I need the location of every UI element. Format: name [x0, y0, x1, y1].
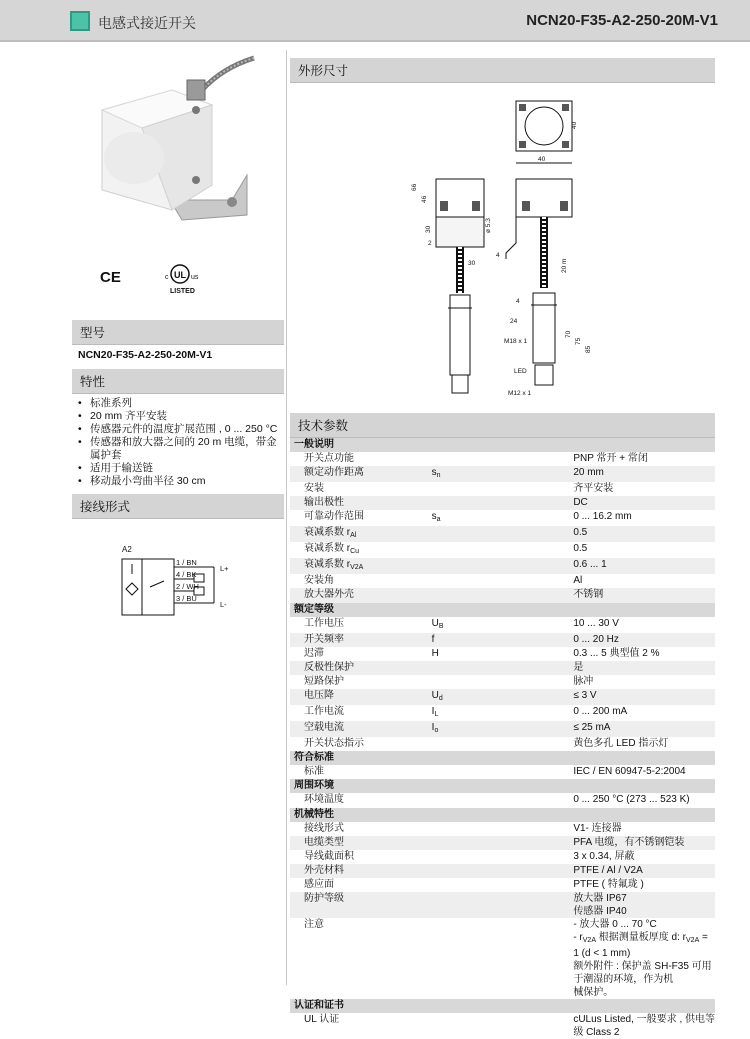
spec-value: 0 ... 200 mA	[573, 706, 628, 718]
spec-value: 是	[573, 661, 715, 675]
spec-value: 脉冲	[573, 675, 594, 687]
spec-symbol	[432, 661, 574, 675]
spec-row	[290, 588, 715, 602]
spec-label: 可靠动作范围	[304, 511, 364, 523]
spec-row	[290, 705, 715, 721]
spec-label: 放大器外壳	[290, 588, 432, 602]
spec-symbol	[432, 765, 574, 779]
svg-text:40: 40	[538, 156, 546, 163]
spec-label: 反极性保护	[290, 661, 432, 675]
spec-row	[290, 574, 715, 588]
spec-label: 安装角	[304, 575, 334, 587]
spec-row	[290, 1013, 715, 1039]
spec-value: PTFE ( 特氟珑 )	[573, 878, 644, 890]
spec-symbol	[432, 793, 574, 807]
spec-label: 输出极性	[290, 496, 432, 510]
column-divider	[286, 50, 287, 985]
spec-row	[290, 918, 715, 999]
spec-symbol	[432, 675, 574, 689]
feature-item: • 适用于输送链	[78, 462, 278, 475]
spec-label: 导线截面积	[304, 850, 354, 862]
feature-item: • 传感器和放大器之间的 20 m 电缆，带金属护套	[78, 436, 278, 462]
wiring-label: A2	[122, 545, 132, 554]
spec-value: DC	[573, 496, 715, 510]
svg-text:85: 85	[585, 345, 592, 353]
model-heading: 型号	[72, 320, 284, 345]
spec-row	[290, 892, 715, 918]
spec-symbol	[432, 836, 574, 850]
model-number: NCN20-F35-A2-250-20M-V1	[526, 12, 718, 29]
features-heading: 特性	[72, 369, 284, 394]
spec-symbol	[432, 737, 574, 751]
spec-label: 外壳材料	[290, 864, 432, 878]
spec-group-row	[290, 808, 715, 822]
feature-item: • 移动最小弯曲半径 30 cm	[78, 475, 278, 488]
spec-row	[290, 542, 715, 558]
right-column	[290, 58, 715, 1039]
spec-group-label: 认证和证书	[290, 999, 715, 1013]
svg-text:1 / BN: 1 / BN	[176, 558, 197, 567]
spec-label: 环境温度	[304, 794, 344, 806]
model-name: NCN20-F35-A2-250-20M-V1	[78, 349, 213, 361]
spec-value: 黄色多孔 LED 指示灯	[573, 738, 669, 750]
spec-symbol	[432, 588, 574, 602]
tech-heading: 技术参数	[290, 413, 715, 438]
spec-symbol	[432, 1013, 574, 1039]
ce-mark: CE	[100, 269, 121, 286]
certification-marks	[72, 260, 284, 300]
spec-value: 10 ... 30 V	[573, 617, 619, 629]
svg-text:us: us	[191, 274, 199, 281]
spec-group-row	[290, 999, 715, 1013]
svg-text:M18 x 1: M18 x 1	[504, 338, 528, 345]
spec-symbol: $s_a$	[431, 511, 441, 524]
sensor-image	[72, 50, 284, 260]
svg-text:4 / BK: 4 / BK	[176, 570, 197, 579]
svg-text:24: 24	[510, 318, 518, 325]
spec-label: 感应面	[304, 878, 334, 890]
svg-text:3 / BU: 3 / BU	[176, 594, 197, 603]
spec-label: 电压降	[290, 689, 432, 705]
page-header	[0, 0, 750, 42]
spec-label: 防护等级	[290, 892, 432, 918]
svg-text:30: 30	[468, 260, 476, 267]
spec-row	[290, 647, 715, 661]
svg-text:40: 40	[571, 121, 578, 129]
spec-group-label: 额定等级	[290, 603, 715, 617]
spec-label: 额定动作距离	[290, 466, 432, 482]
spec-row	[290, 482, 715, 496]
spec-value: IEC / EN 60947-5-2:2004	[573, 766, 686, 778]
spec-row	[290, 822, 715, 836]
spec-label: 衰减系数 $r_{Al}$	[290, 526, 432, 542]
spec-symbol	[432, 864, 574, 878]
spec-row	[290, 836, 715, 850]
spec-label: 工作电压	[304, 617, 344, 629]
spec-group-row	[290, 779, 715, 793]
spec-value: PNP 常开 + 常闭	[573, 453, 648, 465]
spec-label: 衰减系数 $r_{V2A}$	[290, 558, 432, 574]
spec-symbol: f	[432, 633, 574, 647]
spec-label: 接线形式	[304, 822, 344, 834]
svg-text:30: 30	[425, 225, 432, 233]
spec-group-row	[290, 603, 715, 617]
spec-row	[290, 466, 715, 482]
spec-value: cULus Listed, 一般要求 , 供电等级 Class 2	[573, 1014, 716, 1039]
spec-group-label: 周围环境	[290, 779, 715, 793]
spec-symbol: H	[431, 647, 439, 659]
svg-text:70: 70	[565, 330, 572, 338]
spec-symbol: $s_n$	[432, 466, 574, 482]
spec-symbol: $U_B$	[431, 617, 444, 630]
spec-row	[290, 510, 715, 526]
spec-row	[290, 661, 715, 675]
spec-label: 注意	[304, 919, 324, 931]
spec-symbol: $U_d$	[432, 689, 574, 705]
spec-label: 空载电流	[290, 721, 432, 737]
feature-item: • 传感器元件的温度扩展范围 , 0 ... 250 °C	[78, 423, 278, 436]
wiring-heading: 接线形式	[72, 494, 284, 519]
dimension-drawing	[290, 83, 715, 413]
svg-text:LED: LED	[514, 368, 527, 375]
svg-text:46: 46	[421, 195, 428, 203]
spec-value: 0.3 ... 5 典型值 2 %	[573, 647, 660, 659]
spec-symbol	[432, 850, 574, 864]
spec-value: 0.6 ... 1	[573, 558, 715, 574]
page-title: 电感式接近开关	[98, 15, 196, 31]
feature-item: • 20 mm 齐平安装	[78, 410, 278, 423]
spec-value: 0 ... 20 Hz	[573, 633, 715, 647]
spec-symbol	[432, 558, 574, 574]
spec-group-label: 机械特性	[290, 808, 715, 822]
spec-value: 20 mm	[573, 466, 715, 482]
cert-logos	[72, 260, 284, 300]
svg-text:LISTED: LISTED	[170, 288, 195, 295]
svg-text:4: 4	[516, 298, 520, 305]
spec-value: ≤ 3 V	[573, 689, 715, 705]
spec-symbol	[432, 526, 574, 542]
features-list	[72, 394, 284, 494]
spec-row	[290, 793, 715, 807]
spec-label: 安装	[304, 483, 324, 495]
svg-text:2: 2	[428, 240, 432, 247]
spec-group-label: 符合标准	[290, 751, 715, 765]
svg-text:4: 4	[496, 252, 500, 259]
brand-square-icon	[70, 11, 90, 31]
spec-label: 开关点功能	[304, 453, 354, 465]
svg-text:66: 66	[411, 183, 418, 191]
spec-row	[290, 675, 715, 689]
spec-symbol	[432, 892, 574, 918]
spec-symbol: $I_L$	[431, 706, 439, 719]
spec-row	[290, 452, 715, 466]
spec-symbol	[432, 822, 574, 836]
spec-label: 开关状态指示	[304, 738, 364, 750]
dimension-svg	[290, 83, 715, 413]
spec-value: 0.5	[573, 543, 588, 555]
spec-label: 标准	[304, 766, 324, 778]
spec-symbol: $I_o$	[432, 721, 574, 737]
spec-label: 电缆类型	[290, 836, 432, 850]
spec-value: PTFE / Al / V2A	[573, 864, 715, 878]
spec-value: V1- 连接器	[573, 822, 622, 834]
product-photo	[72, 50, 284, 260]
spec-row	[290, 737, 715, 751]
spec-symbol	[432, 918, 574, 999]
wiring-diagram	[72, 519, 284, 619]
spec-value: 3 x 0.34, 屏蔽	[573, 850, 635, 862]
spec-symbol	[432, 452, 574, 466]
spec-value: 齐平安装	[573, 483, 614, 495]
svg-text:L+: L+	[220, 564, 229, 573]
spec-symbol	[432, 878, 574, 892]
svg-text:L-: L-	[220, 600, 227, 609]
spec-value: 不锈钢	[573, 588, 715, 602]
spec-row	[290, 526, 715, 542]
spec-value: Al	[573, 575, 583, 587]
spec-row	[290, 689, 715, 705]
spec-group-row	[290, 438, 715, 452]
dimensions-heading: 外形尺寸	[290, 58, 715, 83]
spec-label: 短路保护	[304, 675, 344, 687]
svg-text:2 / WH: 2 / WH	[176, 582, 199, 591]
spec-row	[290, 864, 715, 878]
svg-text:ø 5.3: ø 5.3	[485, 218, 492, 233]
spec-label: 工作电流	[304, 706, 344, 718]
spec-row	[290, 878, 715, 892]
spec-row	[290, 558, 715, 574]
spec-row	[290, 765, 715, 779]
ul-mark: UL	[174, 270, 186, 280]
spec-label: 开关频率	[290, 633, 432, 647]
spec-row	[290, 721, 715, 737]
spec-group-row	[290, 751, 715, 765]
spec-row	[290, 496, 715, 510]
svg-text:20 m: 20 m	[561, 258, 568, 273]
svg-text:c: c	[165, 274, 169, 281]
spec-value: 放大器 IP67 传感器 IP40	[573, 892, 715, 918]
spec-value: - 放大器 0 ... 70 °C - $r_{V2A}$ 根据测量板厚度 d: $r_{V2A} = 1$ (d < 1 mm) 额外附件 : 保护盖 SH-F35 可用于潮湿的环境，作为机 械保护。	[573, 919, 712, 999]
svg-text:M12 x 1: M12 x 1	[508, 390, 532, 397]
svg-text:75: 75	[575, 337, 582, 345]
spec-value: 0.5	[573, 526, 715, 542]
spec-group-label: 一般说明	[290, 438, 715, 452]
spec-table	[290, 438, 715, 1039]
spec-row	[290, 633, 715, 647]
spec-row	[290, 850, 715, 864]
spec-label: 迟滞	[304, 647, 324, 659]
spec-symbol	[432, 482, 574, 496]
wiring-svg	[72, 519, 284, 619]
spec-symbol	[432, 542, 574, 558]
left-column	[72, 50, 284, 619]
spec-value: 0 ... 16.2 mm	[573, 511, 632, 523]
spec-row	[290, 617, 715, 633]
feature-item: • 标准系列	[78, 397, 278, 410]
spec-symbol	[432, 574, 574, 588]
spec-label: UL 认证	[304, 1014, 340, 1026]
spec-value: 0 ... 250 °C (273 ... 523 K)	[573, 794, 690, 806]
spec-symbol	[432, 496, 574, 510]
spec-value: ≤ 25 mA	[573, 721, 715, 737]
spec-value: PFA 电缆，有不锈钢铠装	[573, 836, 715, 850]
spec-label: 衰减系数 $r_{Cu}$	[304, 543, 360, 556]
